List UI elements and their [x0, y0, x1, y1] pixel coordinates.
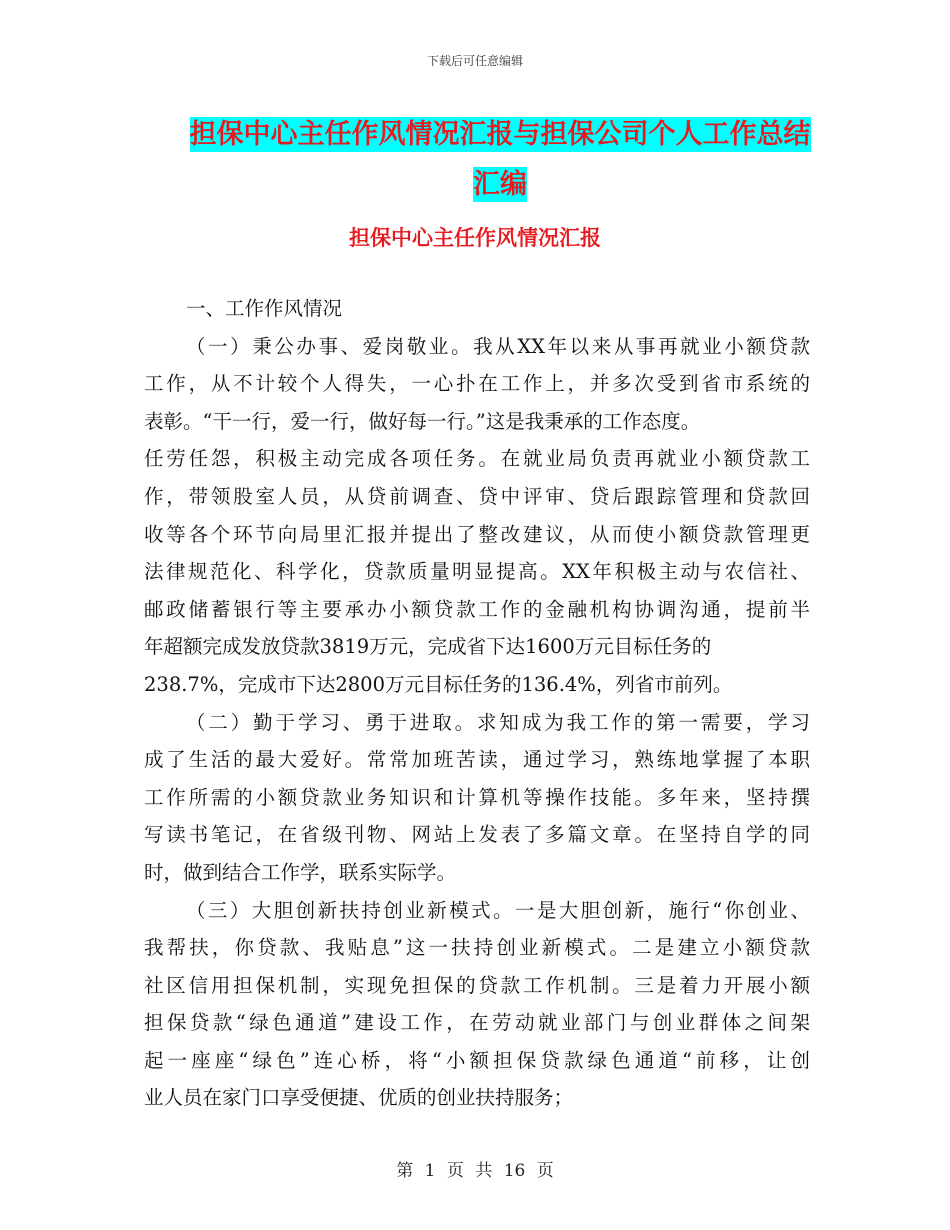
- title-line-2: 汇编: [473, 169, 527, 200]
- text-line: （三）大胆创新扶持创业新模式。一是大胆创新，施行“你创业、: [186, 898, 810, 922]
- footer-prefix: 第: [396, 1161, 414, 1181]
- text-line: （一）秉公办事、爱岗敬业。我从XX年以来从事再就业小额贷款: [186, 334, 810, 358]
- text-line: 写读书笔记，在省级刊物、网站上发表了多篇文章。在坚持自学的同: [144, 823, 810, 847]
- text-line: 一、工作作风情况: [186, 297, 343, 320]
- page-number: 1: [424, 1161, 436, 1181]
- total-pages: 16: [503, 1161, 526, 1181]
- text-line: 238.7%，完成市下达2800万元目标任务的136.4%，列省市前列。: [144, 672, 733, 696]
- text-line: 收等各个环节向局里汇报并提出了整改建议，从而使小额贷款管理更: [144, 522, 810, 546]
- text-line: 作，带领股室人员，从贷前调查、贷中评审、贷后跟踪管理和贷款回: [144, 484, 810, 508]
- text-line: 工作所需的小额贷款业务知识和计算机等操作技能。多年来，坚持撰: [144, 785, 810, 809]
- text-line: 法律规范化、科学化，贷款质量明显提高。XX年积极主动与农信社、: [144, 560, 810, 584]
- text-line: 表彰。“干一行，爱一行，做好每一行。”这是我秉承的工作态度。: [144, 409, 701, 433]
- header-note: 下载后可任意编辑: [426, 54, 523, 68]
- text-line: 我帮扶，你贷款、我贴息”这一扶持创业新模式。二是建立小额贷款: [144, 936, 810, 960]
- text-line: （二）勤于学习、勇于进取。求知成为我工作的第一需要，学习: [186, 710, 810, 734]
- text-line: 业人员在家门口享受便捷、优质的创业扶持服务；: [144, 1086, 574, 1110]
- text-line: 担保贷款“绿色通道”建设工作，在劳动就业部门与创业群体之间架: [144, 1011, 810, 1035]
- text-line: 工作，从不计较个人得失，一心扑在工作上，并多次受到省市系统的: [144, 372, 810, 396]
- text-line: 任劳任怨，积极主动完成各项任务。在就业局负责再就业小额贷款工: [144, 447, 810, 471]
- title-line-1: 担保中心主任作风情况汇报与担保公司个人工作总结: [189, 119, 811, 150]
- body-text: [144, 290, 810, 1117]
- text-line: 起一座座“绿色”连心桥，将“小额担保贷款绿色通道“前移，让创: [144, 1048, 810, 1072]
- text-line: 年超额完成发放贷款3819万元，完成省下达1600万元目标任务的: [144, 635, 712, 659]
- text-line: 邮政储蓄银行等主要承办小额贷款工作的金融机构协调沟通，提前半: [144, 597, 810, 621]
- text-line: 成了生活的最大爱好。常常加班苦读，通过学习，熟练地掌握了本职: [144, 748, 810, 772]
- footer-middle: 页 共: [446, 1161, 493, 1181]
- section-title: 担保中心主任作风情况汇报: [349, 226, 601, 250]
- document-title: [145, 110, 855, 210]
- footer-suffix: 页: [536, 1161, 554, 1181]
- text-line: 社区信用担保机制，实现免担保的贷款工作机制。三是着力开展小额: [144, 973, 810, 997]
- text-line: 时，做到结合工作学，联系实际学。: [144, 860, 457, 884]
- page-footer: [0, 1156, 950, 1181]
